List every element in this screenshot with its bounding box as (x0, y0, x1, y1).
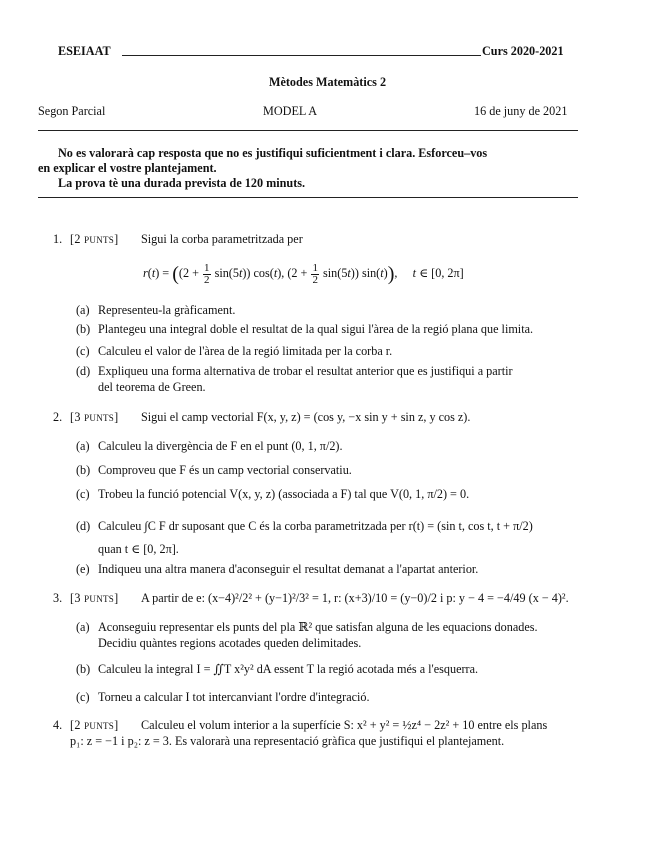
problem-2d-text-2: quan t ∈ [0, 2π]. (98, 542, 179, 556)
problem-1c-text: Calculeu el valor de l'àrea de la regió limitada per la corba r. (98, 344, 393, 358)
divider (38, 197, 578, 198)
problem-1b-text: Plantegeu una integral doble el resultat de la qual sigui l'àrea de la regió plana que limita. (98, 322, 534, 336)
exam-name: Segon Parcial (38, 104, 106, 118)
problem-1d-label: (d) (76, 364, 91, 378)
problem-1a-label: (a) (76, 303, 90, 317)
problem-3b-label: (b) (76, 662, 91, 676)
problem-2c-label: (c) (76, 487, 90, 501)
problem-4-statement-2: p₁: z = −1 i p₂: z = 3. Es valorarà una representació gràfica que justifiqui el plantejament. (70, 734, 505, 748)
problem-2b-text: Comproveu que F és un camp vectorial conservatiu. (98, 463, 352, 477)
problem-2-points: [3 punts] (70, 410, 119, 424)
problem-2d-text: Calculeu ∫C F dr suposant que C és la corba parametritzada per r(t) = (sin t, cos t, t + π/2) (98, 519, 533, 533)
problem-3-number: 3. (53, 591, 63, 605)
problem-2c-text: Trobeu la funció potencial V(x, y, z) (associada a F) tal que V(0, 1, π/2) = 0. (98, 487, 470, 501)
problem-1-number: 1. (53, 232, 63, 246)
problem-2e-text: Indiqueu una altra manera d'aconseguir el resultat demanat a l'apartat anterior. (98, 562, 479, 576)
course-year: Curs 2020-2021 (482, 44, 564, 58)
problem-1-statement: Sigui la corba parametritzada per (141, 232, 303, 246)
school-name: ESEIAAT (58, 44, 111, 58)
problem-2a-text: Calculeu la divergència de F en el punt (0, 1, π/2). (98, 439, 343, 453)
problem-2a-label: (a) (76, 439, 90, 453)
problem-4-number: 4. (53, 718, 63, 732)
problem-1d-text: Expliqueu una forma alternativa de trobar el resultat anterior que es justifiqui a partir (98, 364, 513, 378)
header-rule (122, 55, 481, 56)
problem-3-points: [3 punts] (70, 591, 119, 605)
exam-model: MODEL A (263, 104, 318, 118)
divider (38, 130, 578, 131)
problem-1-formula: r(t) = ((2 + $\frac{1}{2}$ sin(5t)) cos(t), (2 + $\frac{1}{2}$ sin(5t)) sin(t)), t ∈ [0, 2π] (143, 261, 464, 286)
problem-3c-text: Torneu a calcular I tot intercanviant l'ordre d'integració. (98, 690, 370, 704)
problem-1d-text-2: del teorema de Green. (98, 380, 206, 394)
problem-1a-text: Representeu-la gràficament. (98, 303, 236, 317)
problem-3a-text-2: Decidiu quàntes regions acotades queden delimitades. (98, 636, 362, 650)
page-title: Mètodes Matemàtics 2 (268, 75, 387, 89)
problem-4-points: [2 punts] (70, 718, 119, 732)
problem-4-statement: Calculeu el volum interior a la superfície S: x² + y² = ½z⁴ − 2z² + 10 entre els plans (141, 718, 548, 732)
problem-1b-label: (b) (76, 322, 91, 336)
exam-date: 16 de juny de 2021 (474, 104, 568, 118)
problem-3b-text: Calculeu la integral I = ∬T x²y² dA essent T la regió acotada més a l'esquerra. (98, 662, 479, 676)
notice-line-1: No es valorarà cap resposta que no es justifiqui suficientment i clara. Esforceu–vos (58, 146, 488, 160)
problem-2d-label: (d) (76, 519, 91, 533)
problem-3a-text: Aconseguiu representar els punts del pla ℝ² que satisfan alguna de les equacions donades. (98, 620, 538, 634)
problem-2e-label: (e) (76, 562, 90, 576)
problem-2-number: 2. (53, 410, 63, 424)
problem-2b-label: (b) (76, 463, 91, 477)
problem-1c-label: (c) (76, 344, 90, 358)
problem-3-statement: A partir de e: (x−4)²/2² + (y−1)²/3² = 1, r: (x+3)/10 = (y−0)/2 i p: y − 4 = −4/49 (x − 4)². (141, 591, 569, 605)
problem-3c-label: (c) (76, 690, 90, 704)
problem-1-points: [2 punts] (70, 232, 119, 246)
problem-2-statement: Sigui el camp vectorial F(x, y, z) = (cos y, −x sin y + sin z, y cos z). (141, 410, 471, 424)
notice-line-2: en explicar el vostre plantejament. (38, 161, 217, 175)
problem-3a-label: (a) (76, 620, 90, 634)
notice-line-3: La prova tè una durada prevista de 120 minuts. (58, 176, 306, 190)
